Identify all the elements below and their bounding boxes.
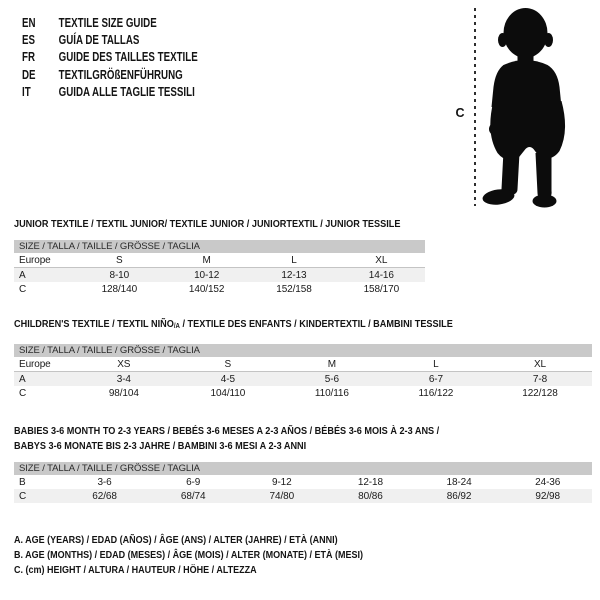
size-value: 140/152 xyxy=(188,283,225,295)
table-row xyxy=(14,253,425,268)
table-row xyxy=(14,282,425,296)
language-title: GUIDE DES TAILLES TEXTILE xyxy=(58,50,198,65)
size-value: 104/110 xyxy=(210,387,246,399)
size-value: 128/140 xyxy=(101,283,138,295)
language-title-list xyxy=(22,15,198,101)
size-value: 8-10 xyxy=(109,269,130,281)
language-code: FR xyxy=(22,50,36,65)
language-code: DE xyxy=(22,67,36,82)
size-value: XL xyxy=(338,253,425,268)
title-text: CHILDREN'S TEXTILE / TEXTIL NIÑO xyxy=(14,318,174,330)
row-label: Europe xyxy=(14,357,72,372)
size-value: 80/86 xyxy=(358,490,383,502)
language-row xyxy=(22,15,198,32)
table-row xyxy=(14,386,592,400)
table-row xyxy=(14,268,425,283)
size-value: 9-12 xyxy=(271,476,292,488)
size-value: 74/80 xyxy=(269,490,295,502)
junior-size-table xyxy=(14,253,425,296)
size-header-bar: SIZE / TALLA / TAILLE / GRÖSSE / TAGLIA xyxy=(14,240,425,253)
size-value: 116/122 xyxy=(418,387,454,399)
language-title: GUÍA DE TALLAS xyxy=(58,33,140,48)
table-row xyxy=(14,372,592,387)
size-value: 158/170 xyxy=(363,283,400,295)
language-row xyxy=(22,84,198,101)
row-label: A xyxy=(19,269,26,281)
size-value: L xyxy=(384,357,488,372)
language-row xyxy=(22,32,198,49)
size-value: XS xyxy=(72,357,176,372)
size-value: 92/98 xyxy=(535,490,560,502)
size-value: S xyxy=(76,253,163,268)
size-value: 6-9 xyxy=(186,476,201,488)
section-title-junior: JUNIOR TEXTILE / TEXTIL JUNIOR/ TEXTILE JUNIOR / JUNIORTEXTIL / JUNIOR TESSILE xyxy=(14,218,401,230)
legend-notes xyxy=(14,533,363,579)
note-b: B. AGE (MONTHS) / EDAD (MESES) / ÂGE (MOIS) / ALTER (MONATE) / ETÀ (MESI) xyxy=(14,550,363,562)
size-value: XL xyxy=(488,357,592,372)
size-value: 24-36 xyxy=(535,476,561,488)
size-value: M xyxy=(163,253,250,268)
size-header-bar: SIZE / TALLA / TAILLE / GRÖSSE / TAGLIA xyxy=(14,462,592,475)
language-title: GUIDA ALLE TAGLIE TESSILI xyxy=(58,84,195,99)
row-label: C xyxy=(19,490,27,502)
size-value: 68/74 xyxy=(180,490,206,502)
size-value: L xyxy=(250,253,337,268)
table-row xyxy=(14,357,592,372)
size-value: 10-12 xyxy=(194,269,220,281)
children-size-table xyxy=(14,357,592,400)
size-value: 62/68 xyxy=(92,490,117,502)
size-value: 110/116 xyxy=(314,387,349,399)
language-row xyxy=(22,67,198,84)
babies-table-wrap xyxy=(14,462,592,503)
junior-table-wrap xyxy=(14,240,425,296)
size-value: 4-5 xyxy=(220,373,235,385)
language-title: TEXTILGRÖßENFÜHRUNG xyxy=(58,67,183,82)
size-value: 7-8 xyxy=(532,373,548,385)
title-line-2: BABYS 3-6 MONATE BIS 2-3 JAHRE / BAMBINI 3-6 MESI A 2-3 ANNI xyxy=(14,440,307,452)
size-header-bar: SIZE / TALLA / TAILLE / GRÖSSE / TAGLIA xyxy=(14,344,592,357)
size-value: 3-6 xyxy=(97,476,112,488)
size-value: 86/92 xyxy=(446,490,472,502)
note-a: A. AGE (YEARS) / EDAD (AÑOS) / ÂGE (ANS) / ALTER (JAHRE) / ETÀ (ANNI) xyxy=(14,535,338,546)
language-title: TEXTILE SIZE GUIDE xyxy=(58,16,157,30)
section-title-babies xyxy=(14,424,439,454)
language-code: EN xyxy=(22,16,36,30)
size-value: 12-18 xyxy=(357,476,383,488)
section-title-children xyxy=(14,317,453,334)
children-table-wrap xyxy=(14,344,592,400)
size-value: 14-16 xyxy=(368,269,394,281)
language-row xyxy=(22,49,198,66)
size-value: 12-13 xyxy=(281,269,307,281)
table-row xyxy=(14,489,592,503)
size-value: 152/158 xyxy=(276,283,312,295)
language-code: ES xyxy=(22,33,36,48)
title-line-1: BABIES 3-6 MONTH TO 2-3 YEARS / BEBÉS 3-6 MESES A 2-3 AÑOS / BÉBÉS 3-6 MOIS À 2-3 ANS / xyxy=(14,425,440,437)
row-label: B xyxy=(19,476,26,488)
babies-size-table xyxy=(14,475,592,503)
size-value: 5-6 xyxy=(324,373,339,385)
row-label: C xyxy=(19,283,27,295)
note-c: C. (cm) HEIGHT / ALTURA / HAUTEUR / HÖHE / ALTEZZA xyxy=(14,565,257,577)
row-label: C xyxy=(19,387,27,399)
height-dashed-line xyxy=(474,8,476,206)
size-value: 98/104 xyxy=(108,387,139,399)
height-label-c: C xyxy=(455,106,465,120)
language-code: IT xyxy=(22,84,31,99)
size-value: 3-4 xyxy=(116,373,131,385)
size-value: 6-7 xyxy=(428,373,443,385)
size-value: 122/128 xyxy=(522,387,558,399)
baby-silhouette-icon xyxy=(479,3,575,209)
size-value: 18-24 xyxy=(446,476,472,488)
size-value: S xyxy=(176,357,280,372)
title-subscript: /A xyxy=(173,323,180,330)
table-row xyxy=(14,475,592,489)
title-text: / TEXTILE DES ENFANTS / KINDERTEXTIL / BAMBINI TESSILE xyxy=(179,318,453,330)
size-value: M xyxy=(280,357,384,372)
row-label: Europe xyxy=(14,253,76,268)
row-label: A xyxy=(19,373,26,385)
